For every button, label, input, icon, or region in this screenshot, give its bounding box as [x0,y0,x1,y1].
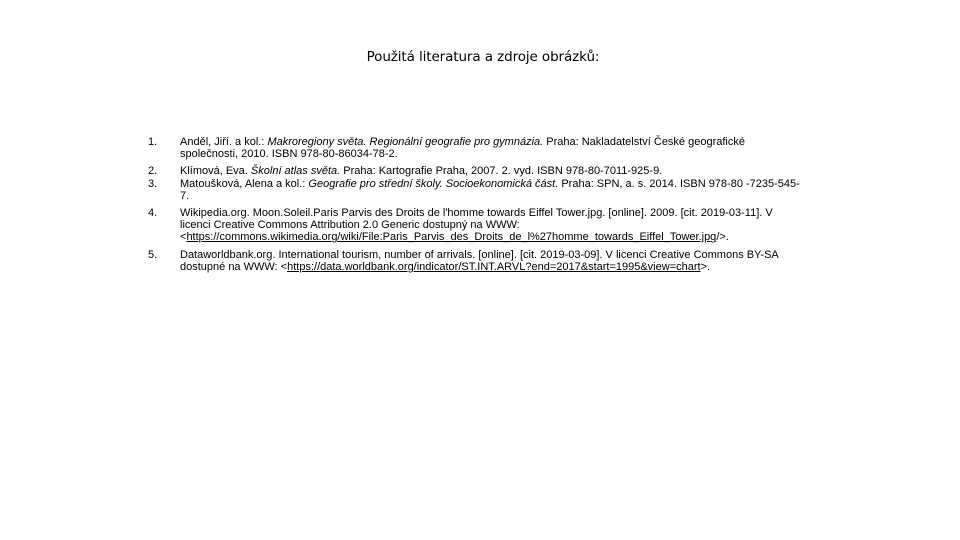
reference-item [0,207,801,244]
reference-title: Geografie pro střední školy. Socioekonomická část. [308,177,559,190]
reference-text [180,207,801,244]
reference-text [180,178,801,202]
reference-author: Anděl, Jiří. a kol.: [180,136,268,148]
reference-body: Dataworldbank.org. International tourism, number of arrivals. [online]. [cit. 2019-03-09]. V licenci Creative Commons BY-SA dostupné na WWW: < [180,248,779,273]
reference-text [180,165,801,177]
reference-number: 2. [148,165,158,178]
reference-item [0,165,801,177]
reference-publisher: Praha: SPN, a. s. 2014. ISBN 978-80 -7235-545-7. [180,177,800,202]
page-title: Použitá literatura a zdroje obrázků: [366,49,600,65]
reference-number: 3. [148,177,158,190]
reference-body: Wikipedia.org. Moon.Soleil.Paris Parvis des Droits de l'homme towards Eiffel Tower.jpg. [online]. 2009. [cit. 2019-03-11]. V licenci Creative Commons Attribution 2.0 Generic dostupný na WWW: < [180,207,773,244]
reference-item [0,249,801,273]
reference-title: Školní atlas světa. [250,165,341,178]
reference-author: Klímová, Eva. [180,165,251,178]
reference-item [0,178,801,202]
reference-link[interactable]: https://commons.wikimedia.org/wiki/File:Paris_Parvis_des_Droits_de_l%27homme_towards_Eiffel_Tower.jpg [186,231,717,244]
reference-number: 4. [148,207,158,220]
references-list [0,136,960,273]
reference-title: Makroregiony světa. Regionální geografie pro gymnázia. [267,136,544,148]
reference-number: 5. [148,248,158,261]
reference-author: Matoušková, Alena a kol.: [180,177,309,190]
reference-publisher: Praha: Kartografie Praha, 2007. 2. vyd. ISBN 978-80-7011-925-9. [340,165,663,178]
reference-text [180,136,801,160]
reference-link[interactable]: https://data.worldbank.org/indicator/ST.INT.ARVL?end=2017&start=1995&view=chart [287,260,701,273]
reference-publisher: Praha: Nakladatelství České geografické společnosti, 2010. ISBN 978-80-86034-78-2. [180,136,745,161]
reference-text [180,249,801,273]
reference-item [0,136,801,160]
reference-suffix: />. [716,231,729,244]
reference-suffix: >. [700,260,711,273]
reference-number: 1. [148,136,158,148]
